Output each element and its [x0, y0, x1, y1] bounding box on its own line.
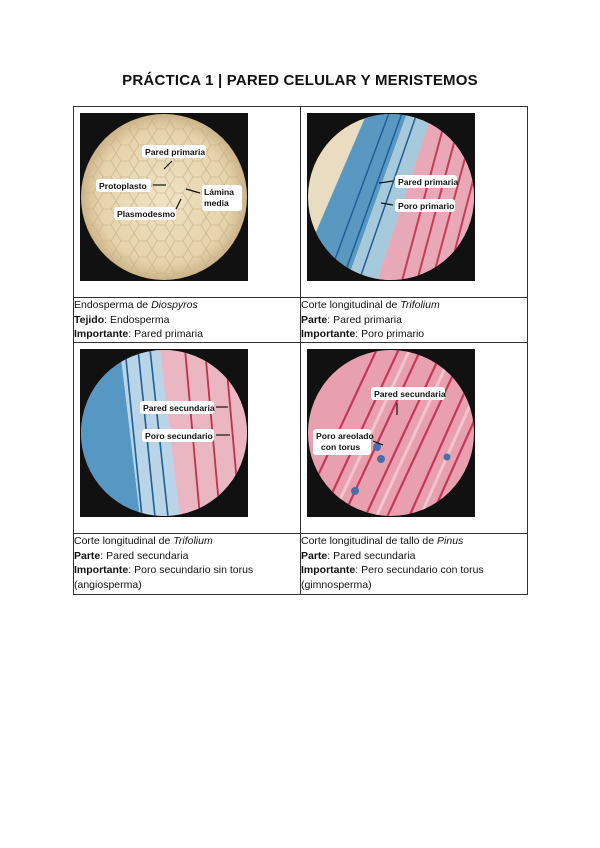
label-pared-secundaria-2: Pared secundaria [374, 389, 446, 399]
label-protoplasto: Protoplasto [99, 181, 147, 191]
caption-endosperm: Endosperma de Diospyros Tejido: Endosperma Importante: Pared primaria [74, 298, 301, 343]
caption-pinus: Corte longitudinal de tallo de Pinus Parte: Pared secundaria Importante: Pero secundario con torus (gimnosperma) [301, 534, 528, 595]
label-poro-primario: Poro primario [398, 201, 455, 211]
micrograph-pinus [307, 349, 475, 517]
label-lamina-media: Lámina media [204, 187, 235, 208]
micrograph-cell-pinus [301, 343, 528, 534]
label-plasmodesmo: Plasmodesmo [117, 209, 176, 219]
label-pared-secundaria: Pared secundaria [143, 403, 215, 413]
caption-trifolium-primary: Corte longitudinal de Trifolium Parte: Pared primaria Importante: Poro primario [301, 298, 528, 343]
micrograph-trifolium-primary [307, 113, 475, 281]
label-pared-primaria-2: Pared primaria [398, 177, 459, 187]
micrograph-cell-trifolium-primary [301, 107, 528, 298]
label-pared-primaria: Pared primaria [145, 147, 206, 157]
micrograph-trifolium-secondary [80, 349, 248, 517]
caption-trifolium-secondary: Corte longitudinal de Trifolium Parte: Pared secundaria Importante: Poro secundario sin torus (angiosperma) [74, 534, 301, 595]
micrograph-endosperm [80, 113, 248, 281]
label-con-torus: con torus [321, 442, 361, 452]
micrograph-cell-trifolium-secondary [74, 343, 301, 534]
label-poro-areolado: Poro areolado [316, 431, 374, 441]
micrograph-cell-endosperm [74, 107, 301, 298]
label-poro-secundario: Poro secundario [145, 431, 213, 441]
page-title: PRÁCTICA 1 | PARED CELULAR Y MERISTEMOS [122, 72, 478, 89]
practice-table [73, 106, 528, 595]
